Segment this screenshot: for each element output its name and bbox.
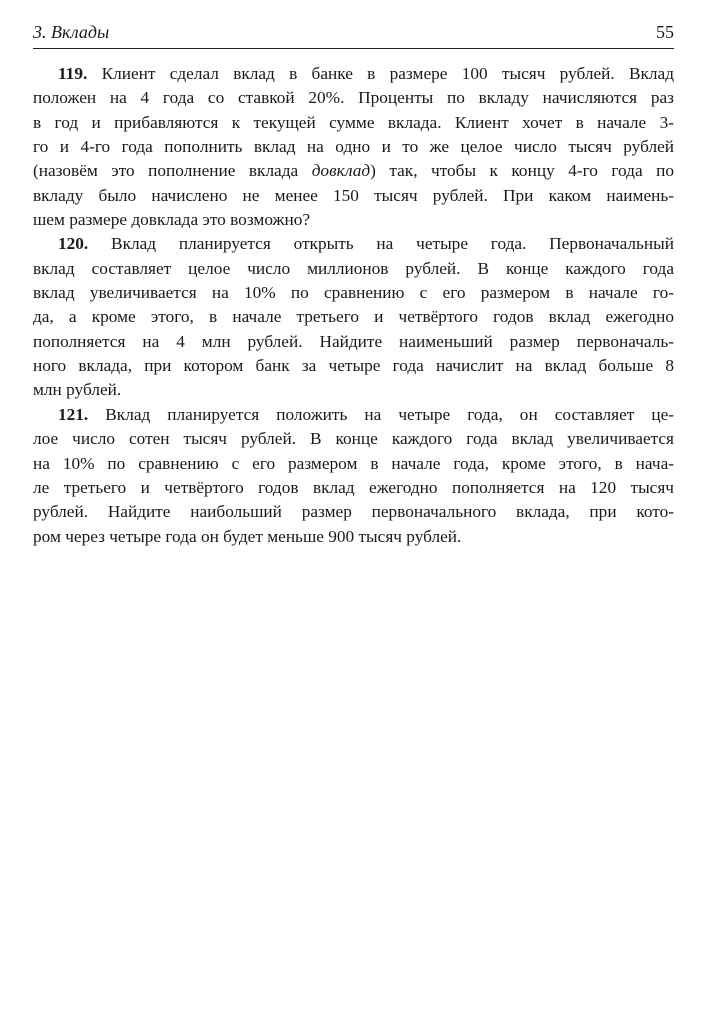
text-segment: в год и прибавляются к текущей сумме вклада. Клиент хочет в начале 3- — [33, 112, 674, 132]
text-segment: шем размере довклада это возможно? — [33, 210, 311, 230]
problem-119 — [33, 62, 674, 232]
text-line — [33, 257, 674, 281]
text-segment: положен на 4 года со ставкой 20%. Проценты по вкладу начисляются раз — [33, 88, 674, 108]
problem-number: 120. — [58, 234, 89, 254]
text-segment: Клиент сделал вклад в банке в размере 100 тысяч рублей. Вклад — [87, 64, 674, 83]
text-line — [33, 330, 674, 354]
text-segment: (назовём это пополнение вклада — [33, 161, 312, 181]
text-segment: вкладу было начислено не менее 150 тысяч рублей. При каком наимень- — [33, 185, 674, 205]
text-segment: да, а кроме этого, в начале третьего и четвёртого годов вклад ежегодно — [33, 307, 674, 327]
text-segment: ле третьего и четвёртого годов вклад ежегодно пополняется на 120 тысяч — [33, 477, 674, 497]
text-line — [33, 135, 674, 159]
text-line — [33, 525, 674, 549]
text-line — [33, 452, 674, 476]
text-line — [33, 62, 674, 86]
text-line — [33, 86, 674, 110]
text-segment: вклад увеличивается на 10% по сравнению с его размером в начале го- — [33, 283, 674, 303]
text-segment: ром через четыре года он будет меньше 900 тысяч рублей. — [33, 526, 462, 546]
problem-121 — [33, 403, 674, 549]
text-line — [33, 427, 674, 451]
text-line — [33, 159, 674, 183]
text-segment: пополняется на 4 млн рублей. Найдите наименьший размер первоначаль- — [33, 331, 674, 351]
text-line — [33, 354, 674, 378]
text-line — [33, 476, 674, 500]
text-line — [33, 111, 674, 135]
text-segment: на 10% по сравнению с его размером в начале года, кроме этого, в нача- — [33, 453, 674, 473]
text-segment: млн рублей. — [33, 380, 122, 400]
page-number: 55 — [656, 22, 674, 42]
italic-term: довклад — [311, 161, 371, 181]
text-segment: вклад составляет целое число миллионов рублей. В конце каждого года — [33, 258, 674, 278]
text-line — [33, 403, 674, 427]
page-body — [33, 62, 674, 549]
text-line — [33, 500, 674, 524]
text-segment: Вклад планируется положить на четыре года, он составляет це- — [88, 404, 674, 424]
text-segment: го и 4-го года пополнить вклад на одно и то же целое число тысяч рублей — [33, 137, 674, 157]
chapter-title: 3. Вклады — [33, 22, 110, 42]
problem-number: 119. — [58, 64, 88, 83]
problem-120 — [33, 232, 674, 402]
text-line — [33, 305, 674, 329]
text-line — [33, 232, 674, 256]
text-segment: ) так, чтобы к концу 4-го года по — [370, 161, 674, 181]
problem-number: 121. — [58, 404, 89, 424]
text-segment: рублей. Найдите наибольший размер первоначального вклада, при кото- — [33, 502, 674, 522]
text-line — [33, 184, 674, 208]
running-header — [33, 20, 674, 49]
text-line — [33, 208, 674, 232]
text-line — [33, 281, 674, 305]
text-segment: Вклад планируется открыть на четыре года. Первоначальный — [88, 234, 674, 254]
text-line — [33, 378, 674, 402]
text-segment: лое число сотен тысяч рублей. В конце каждого года вклад увеличивается — [33, 429, 674, 449]
text-segment: ного вклада, при котором банк за четыре года начислит на вклад больше 8 — [33, 356, 674, 376]
